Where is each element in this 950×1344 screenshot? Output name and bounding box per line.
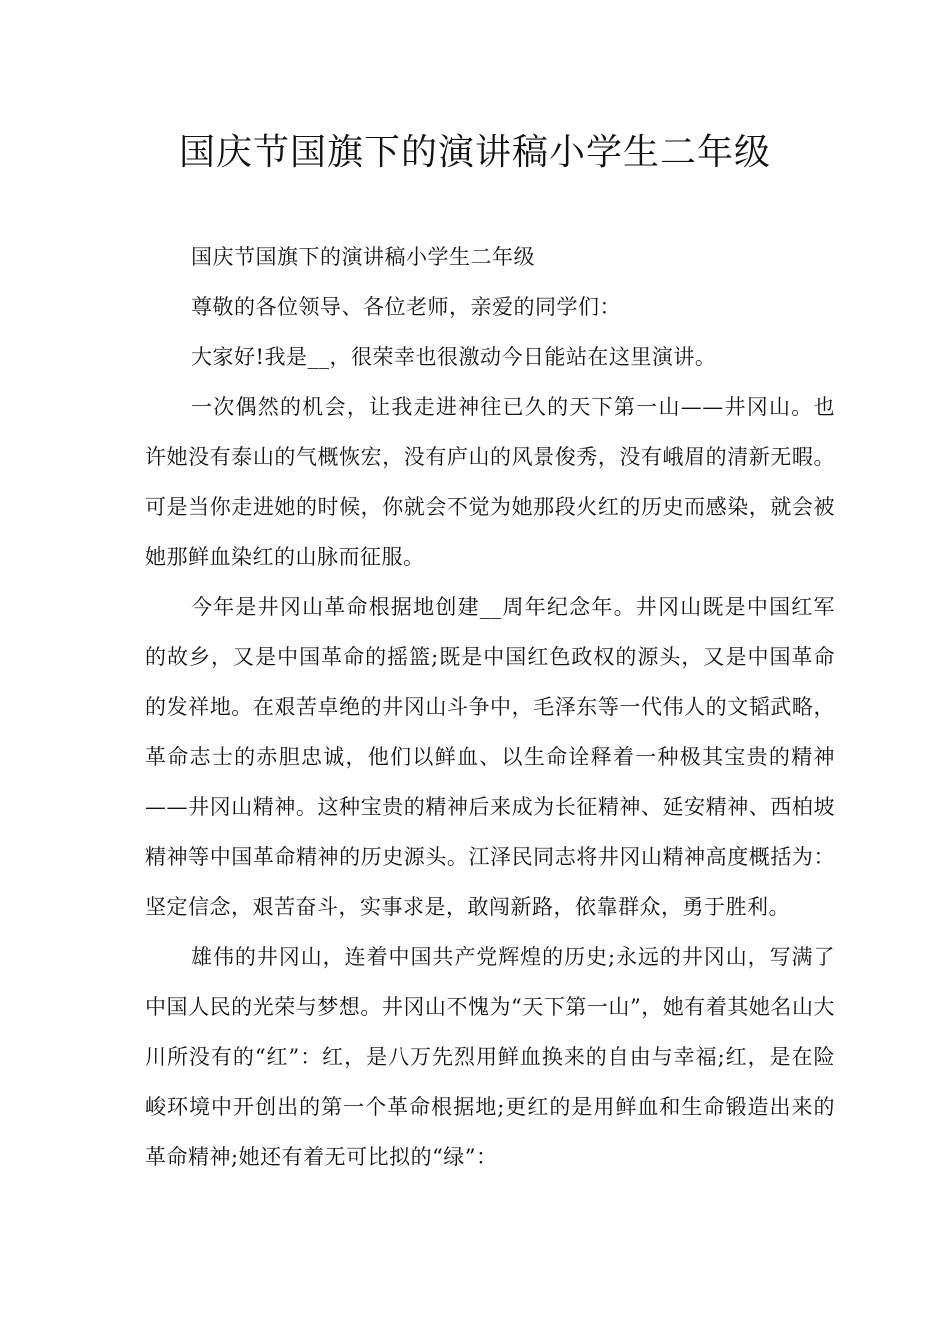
document-body (145, 232, 835, 1182)
paragraph-subtitle: 国庆节国旗下的演讲稿小学生二年级 (191, 245, 535, 269)
paragraph-jinggangshan-history: 今年是井冈山革命根据地创建__周年纪念年。井冈山既是中国红军的故乡，又是中国革命的摇篮;既是中国红色政权的源头，又是中国革命的发祥地。在艰苦卓绝的井冈山斗争中，毛泽东等一代伟人的文韬武略，革命志士的赤胆忠诚，他们以鲜血、以生命诠释着一种极其宝贵的精神——井冈山精神。这种宝贵的精神后来成为长征精神、延安精神、西柏坡精神等中国革命精神的历史源头。江泽民同志将井冈山精神高度概括为：坚定信念，艰苦奋斗，实事求是，敢闯新路，依靠群众，勇于胜利。 (145, 595, 835, 919)
paragraph-jinggangshan-red-green: 雄伟的井冈山，连着中国共产党辉煌的历史;永远的井冈山，写满了中国人民的光荣与梦想。井冈山不愧为“天下第一山”，她有着其她名山大川所没有的“红”：红，是八万先烈用鲜血换来的自由与幸福;红，是在险峻环境中开创出的第一个革命根据地;更红的是用鲜血和生命锻造出来的革命精神;她还有着无可比拟的“绿”： (145, 945, 835, 1169)
paragraph-greeting: 尊敬的各位领导、各位老师，亲爱的同学们： (191, 295, 621, 319)
paragraph-intro: 大家好!我是__，很荣幸也很激动今日能站在这里演讲。 (191, 345, 717, 369)
paragraph-jinggangshan-visit: 一次偶然的机会，让我走进神往已久的天下第一山——井冈山。也许她没有泰山的气概恢宏，没有庐山的风景俊秀，没有峨眉的清新无暇。可是当你走进她的时候，你就会不觉为她那段火红的历史而感染，就会被她那鲜血染红的山脉而征服。 (145, 395, 835, 569)
document-title: 国庆节国旗下的演讲稿小学生二年级 (178, 132, 771, 173)
